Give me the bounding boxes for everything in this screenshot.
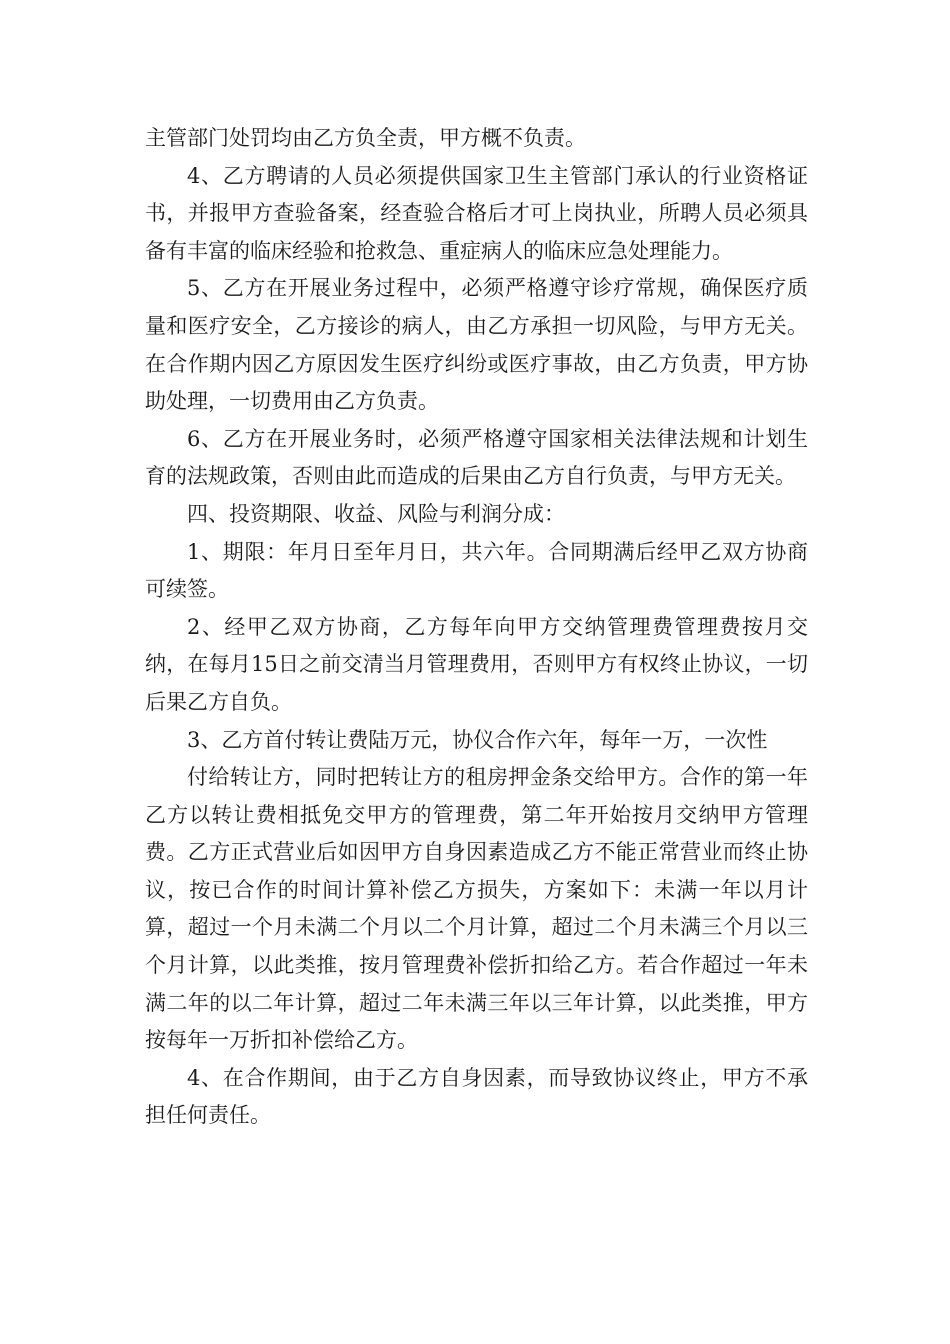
paragraph-term: 1、期限：年月日至年月日，共六年。合同期满后经甲乙双方协商可续签。 <box>145 539 808 602</box>
paragraph-transfer-fee: 3、乙方首付转让费陆万元，协仪合作六年，每年一万，一次性 <box>187 727 768 752</box>
paragraph-transfer-fee-continued: 付给转让方，同时把转让方的租房押金条交给甲方。合作的第一年乙方以转让费相抵免交甲方的管理费，第二年开始按月交纳甲方管理费。乙方正式营业后如因甲方自身因素造成乙方不能正常营业而终止协议，按已合作的时间计算补偿乙方损失，方案如下：未满一年以月计算，超过一个月未满二个月以二个月计算，超过二个月未满三个月以三个月计算，以此类推，按月管理费补偿折扣给乙方。若合作超过一年未满二年的以二年计算，超过二年未满三年以三年计算，以此类推，甲方按每年一万折扣补偿给乙方。 <box>145 765 808 1053</box>
paragraph-termination-liability: 4、在合作期间，由于乙方自身因素，而导致协议终止，甲方不承担任何责任。 <box>145 1065 808 1128</box>
paragraph-staff-qualification: 4、乙方聘请的人员必须提供国家卫生主管部门承认的行业资格证书，并报甲方查验备案，经查验合格后才可上岗执业，所聘人员必须具备有丰富的临床经验和抢救急、重症病人的临床应急处理能力。 <box>145 163 808 263</box>
paragraph-penalty-responsibility: 主管部门处罚均由乙方负全责，甲方概不负责。 <box>145 126 586 150</box>
section-heading-investment: 四、投资期限、收益、风险与利润分成： <box>187 501 565 526</box>
document-body <box>145 120 808 1135</box>
paragraph-medical-safety: 5、乙方在开展业务过程中，必须严格遵守诊疗常规，确保医疗质量和医疗安全，乙方接诊的病人，由乙方承担一切风险，与甲方无关。在合作期内因乙方原因发生医疗纠纷或医疗事故，由乙方负责，甲方协助处理，一切费用由乙方负责。 <box>145 276 808 414</box>
paragraph-legal-compliance: 6、乙方在开展业务时，必须严格遵守国家相关法律法规和计划生育的法规政策，否则由此而造成的后果由乙方自行负责，与甲方无关。 <box>145 426 808 489</box>
paragraph-management-fee: 2、经甲乙双方协商，乙方每年向甲方交纳管理费管理费按月交纳，在每月15日之前交清当月管理费用，否则甲方有权终止协议，一切后果乙方自负。 <box>145 614 808 714</box>
